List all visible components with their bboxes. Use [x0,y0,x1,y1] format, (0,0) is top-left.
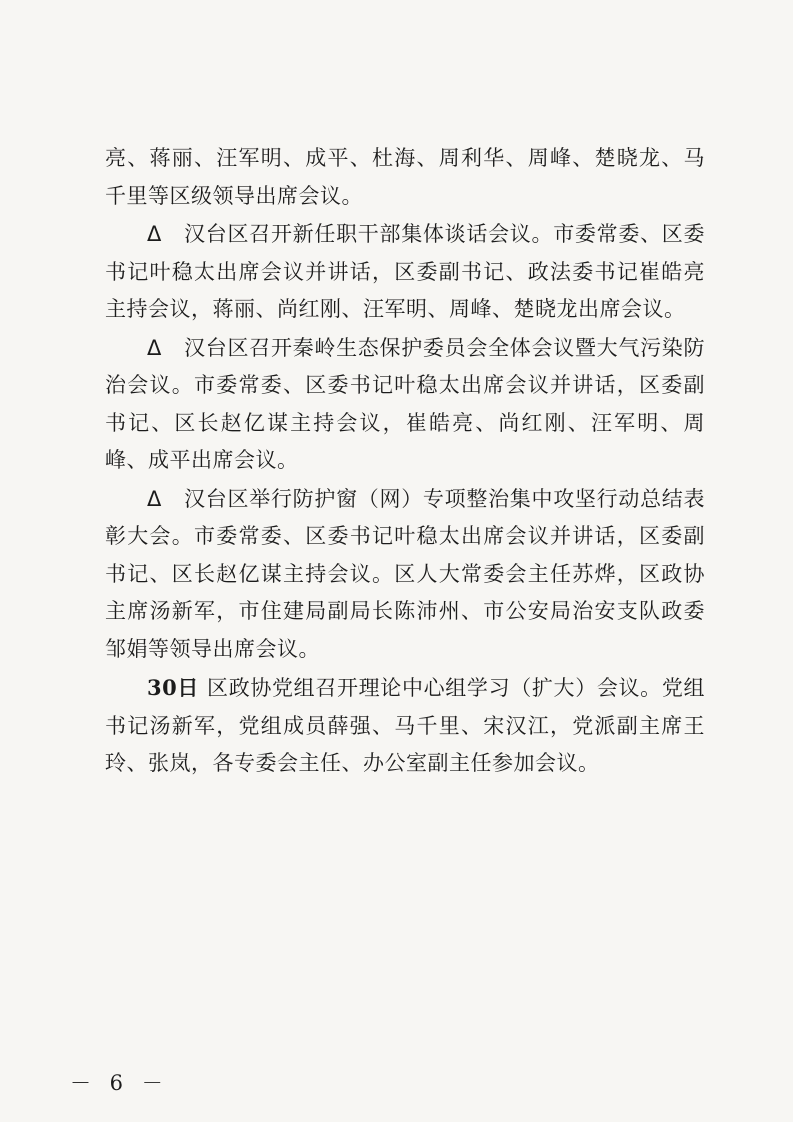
delta-marker: Δ [147,335,162,360]
delta-marker: Δ [147,222,162,246]
paragraph-item [105,216,705,329]
delta-marker: Δ [147,486,162,511]
paragraph-text: 汉台区召开新任职干部集体谈话会议。市委常委、区委书记叶稳太出席会议并讲话，区委副书记、政法委书记崔皓亮主持会议，蒋丽、尚红刚、汪军明、周峰、楚晓龙出席会议。 [105,222,705,321]
date-label: 30日 [147,675,200,700]
paragraph-dated [105,669,705,783]
page-number: － 6 － [70,1071,169,1095]
document-body [105,140,705,784]
paragraph-continuation [105,140,705,215]
paragraph-item [105,481,705,669]
paragraph-text: 汉台区举行防护窗（网）专项整治集中攻坚行动总结表彰大会。市委常委、区委书记叶稳太出席会议并讲话，区委副书记、区长赵亿谋主持会议。区人大常委会主任苏烨，区政协主席汤新军，市住建局副局长陈沛州、市公安局治安支队政委邹娟等领导出席会议。 [105,486,705,661]
paragraph-text: 区政协党组召开理论中心组学习（扩大）会议。党组书记汤新军，党组成员薛强、马千里、宋汉江，党派副主席王玲、张岚，各专委会主任、办公室副主任参加会议。 [105,676,705,775]
paragraph-text: 汉台区召开秦岭生态保护委员会全体会议暨大气污染防治会议。市委常委、区委书记叶稳太出席会议并讲话，区委副书记、区长赵亿谋主持会议，崔皓亮、尚红刚、汪军明、周峰、成平出席会议。 [105,335,705,472]
paragraph-text: 亮、蒋丽、汪军明、成平、杜海、周利华、周峰、楚晓龙、马千里等区级领导出席会议。 [105,146,705,208]
paragraph-item [105,330,705,480]
